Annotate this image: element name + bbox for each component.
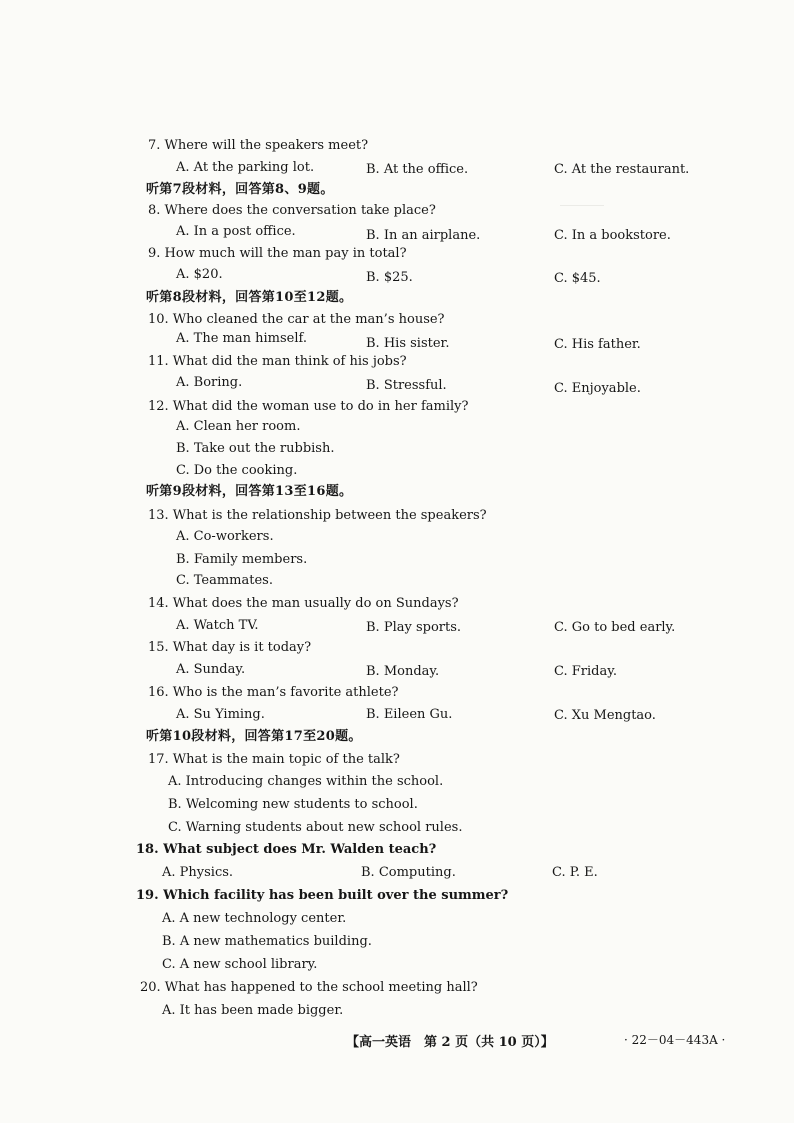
- option-10a: A. The man himself.: [176, 331, 307, 346]
- question-17: 17. What is the main topic of the talk?: [148, 752, 400, 767]
- option-14b: B. Play sports.: [366, 620, 462, 635]
- option-7c: C. At the restaurant.: [554, 162, 690, 177]
- option-7b: B. At the office.: [366, 162, 469, 177]
- question-11: 11. What did the man think of his jobs?: [148, 354, 407, 369]
- option-16a: A. Su Yiming.: [176, 707, 265, 722]
- question-14: 14. What does the man usually do on Sundays?: [148, 596, 459, 611]
- option-7a: A. At the parking lot.: [176, 160, 315, 175]
- option-13a: A. Co-workers.: [176, 529, 274, 544]
- option-18c: C. P. E.: [552, 865, 598, 880]
- question-15: 15. What day is it today?: [148, 640, 312, 655]
- option-17c: C. Warning students about new school rules.: [168, 820, 463, 835]
- section-heading-10: 听第10段材料，回答第17至20题。: [146, 729, 362, 744]
- option-10c: C. His father.: [554, 337, 641, 352]
- question-18: 18. What subject does Mr. Walden teach?: [136, 842, 437, 857]
- option-8c: C. In a bookstore.: [554, 228, 671, 243]
- option-12b: B. Take out the rubbish.: [176, 441, 335, 456]
- question-20: 20. What has happened to the school meeting hall?: [140, 980, 478, 995]
- option-8b: B. In an airplane.: [366, 228, 481, 243]
- option-17a: A. Introducing changes within the school.: [168, 774, 444, 789]
- question-13: 13. What is the relationship between the speakers?: [148, 508, 487, 523]
- option-19c: C. A new school library.: [162, 957, 318, 972]
- option-11c: C. Enjoyable.: [554, 381, 641, 396]
- option-12a: A. Clean her room.: [176, 419, 301, 434]
- option-15c: C. Friday.: [554, 664, 617, 679]
- option-19b: B. A new mathematics building.: [162, 934, 372, 949]
- option-16c: C. Xu Mengtao.: [554, 708, 656, 723]
- option-13b: B. Family members.: [176, 552, 308, 567]
- option-9b: B. $25.: [366, 270, 413, 285]
- question-16: 16. Who is the man’s favorite athlete?: [148, 685, 399, 700]
- section-heading-7: 听第7段材料，回答第8、9题。: [146, 182, 334, 197]
- question-9: 9. How much will the man pay in total?: [148, 246, 407, 261]
- page-footer: 【高一英语 第 2 页（共 10 页）】: [346, 1035, 554, 1050]
- option-18a: A. Physics.: [162, 865, 234, 880]
- option-15a: A. Sunday.: [176, 662, 246, 677]
- option-12c: C. Do the cooking.: [176, 463, 298, 478]
- option-15b: B. Monday.: [366, 664, 440, 679]
- option-9a: A. $20.: [176, 267, 223, 282]
- option-10b: B. His sister.: [366, 336, 450, 351]
- question-7: 7. Where will the speakers meet?: [148, 138, 369, 153]
- option-14a: A. Watch TV.: [176, 618, 259, 633]
- bleed-through-text: ________: [560, 193, 604, 206]
- exam-code: · 22－04－443A ·: [624, 1033, 726, 1047]
- question-12: 12. What did the woman use to do in her family?: [148, 399, 469, 414]
- option-8a: A. In a post office.: [176, 224, 296, 239]
- option-14c: C. Go to bed early.: [554, 620, 676, 635]
- option-18b: B. Computing.: [361, 865, 456, 880]
- question-19: 19. Which facility has been built over the summer?: [136, 888, 509, 903]
- option-11a: A. Boring.: [176, 375, 243, 390]
- question-8: 8. Where does the conversation take place?: [148, 203, 436, 218]
- option-11b: B. Stressful.: [366, 378, 447, 393]
- option-9c: C. $45.: [554, 271, 601, 286]
- option-17b: B. Welcoming new students to school.: [168, 797, 418, 812]
- option-16b: B. Eileen Gu.: [366, 707, 453, 722]
- option-13c: C. Teammates.: [176, 573, 273, 588]
- option-20a: A. It has been made bigger.: [162, 1003, 344, 1018]
- question-10: 10. Who cleaned the car at the man’s house?: [148, 312, 445, 327]
- section-heading-9: 听第9段材料，回答第13至16题。: [146, 484, 353, 499]
- section-heading-8: 听第8段材料，回答第10至12题。: [146, 290, 353, 305]
- option-19a: A. A new technology center.: [162, 911, 347, 926]
